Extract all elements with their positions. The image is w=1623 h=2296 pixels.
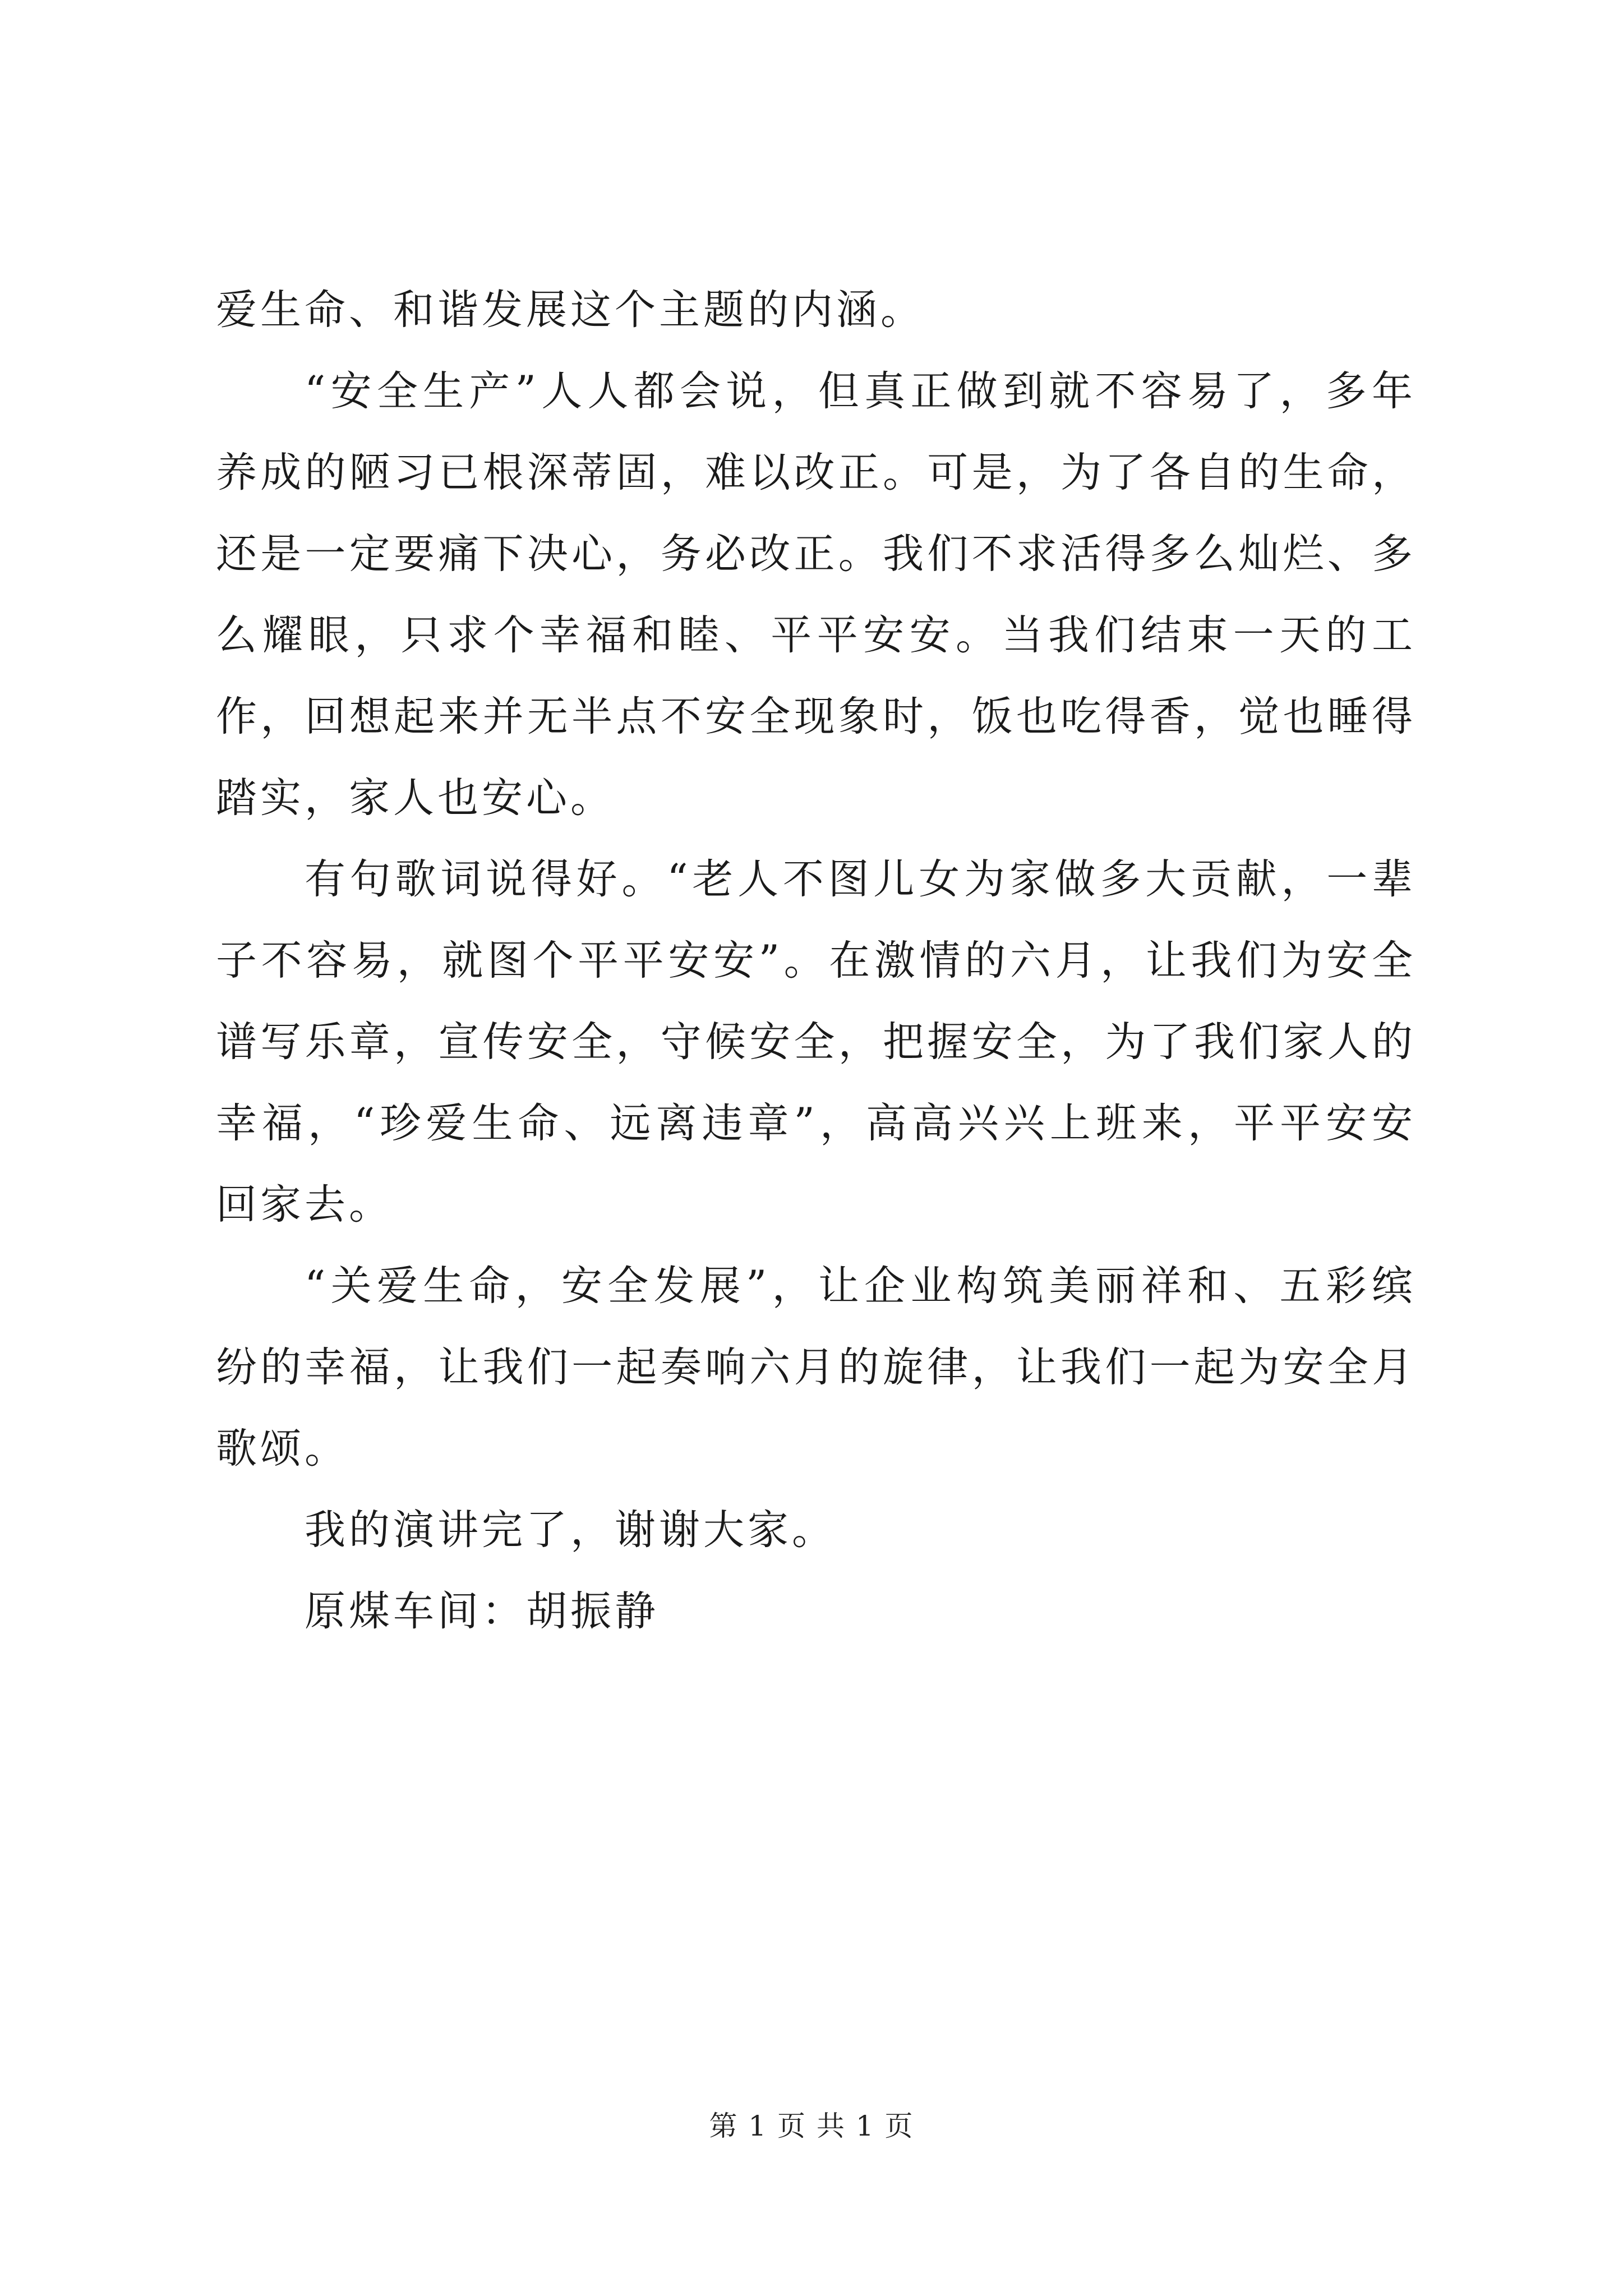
paragraph-continuation: 爱生命、和谐发展这个主题的内涵。 bbox=[216, 286, 925, 334]
paragraph-closing: 我的演讲完了，谢谢大家。 bbox=[305, 1506, 836, 1554]
document-body bbox=[216, 269, 1416, 1652]
paragraph-song-lyrics: 有句歌词说得好。“老人不图儿女为家做多大贡献，一辈子不容易，就图个平平安安”。在激情的六月，让我们为安全谱写乐章，宣传安全，守候安全，把握安全，为了我们家人的幸福，“珍爱生命、远离违章”，高高兴兴上班来，平平安安回家去。 bbox=[216, 855, 1416, 1228]
page-footer: 第 1 页 共 1 页 bbox=[709, 2110, 914, 2142]
paragraph-safety-production: “安全生产”人人都会说，但真正做到就不容易了，多年养成的陋习已根深蒂固，难以改正。可是，为了各自的生命，还是一定要痛下决心，务必改正。我们不求活得多么灿烂、多么耀眼，只求个幸福和睦、平平安安。当我们结束一天的工作，回想起来并无半点不安全现象时，饭也吃得香，觉也睡得踏实，家人也安心。 bbox=[216, 367, 1416, 822]
paragraph-signature: 原煤车间：胡振静 bbox=[305, 1588, 659, 1635]
paragraph-care-for-life: “关爱生命，安全发展”，让企业构筑美丽祥和、五彩缤纷的幸福，让我们一起奏响六月的旋律，让我们一起为安全月歌颂。 bbox=[216, 1262, 1416, 1473]
